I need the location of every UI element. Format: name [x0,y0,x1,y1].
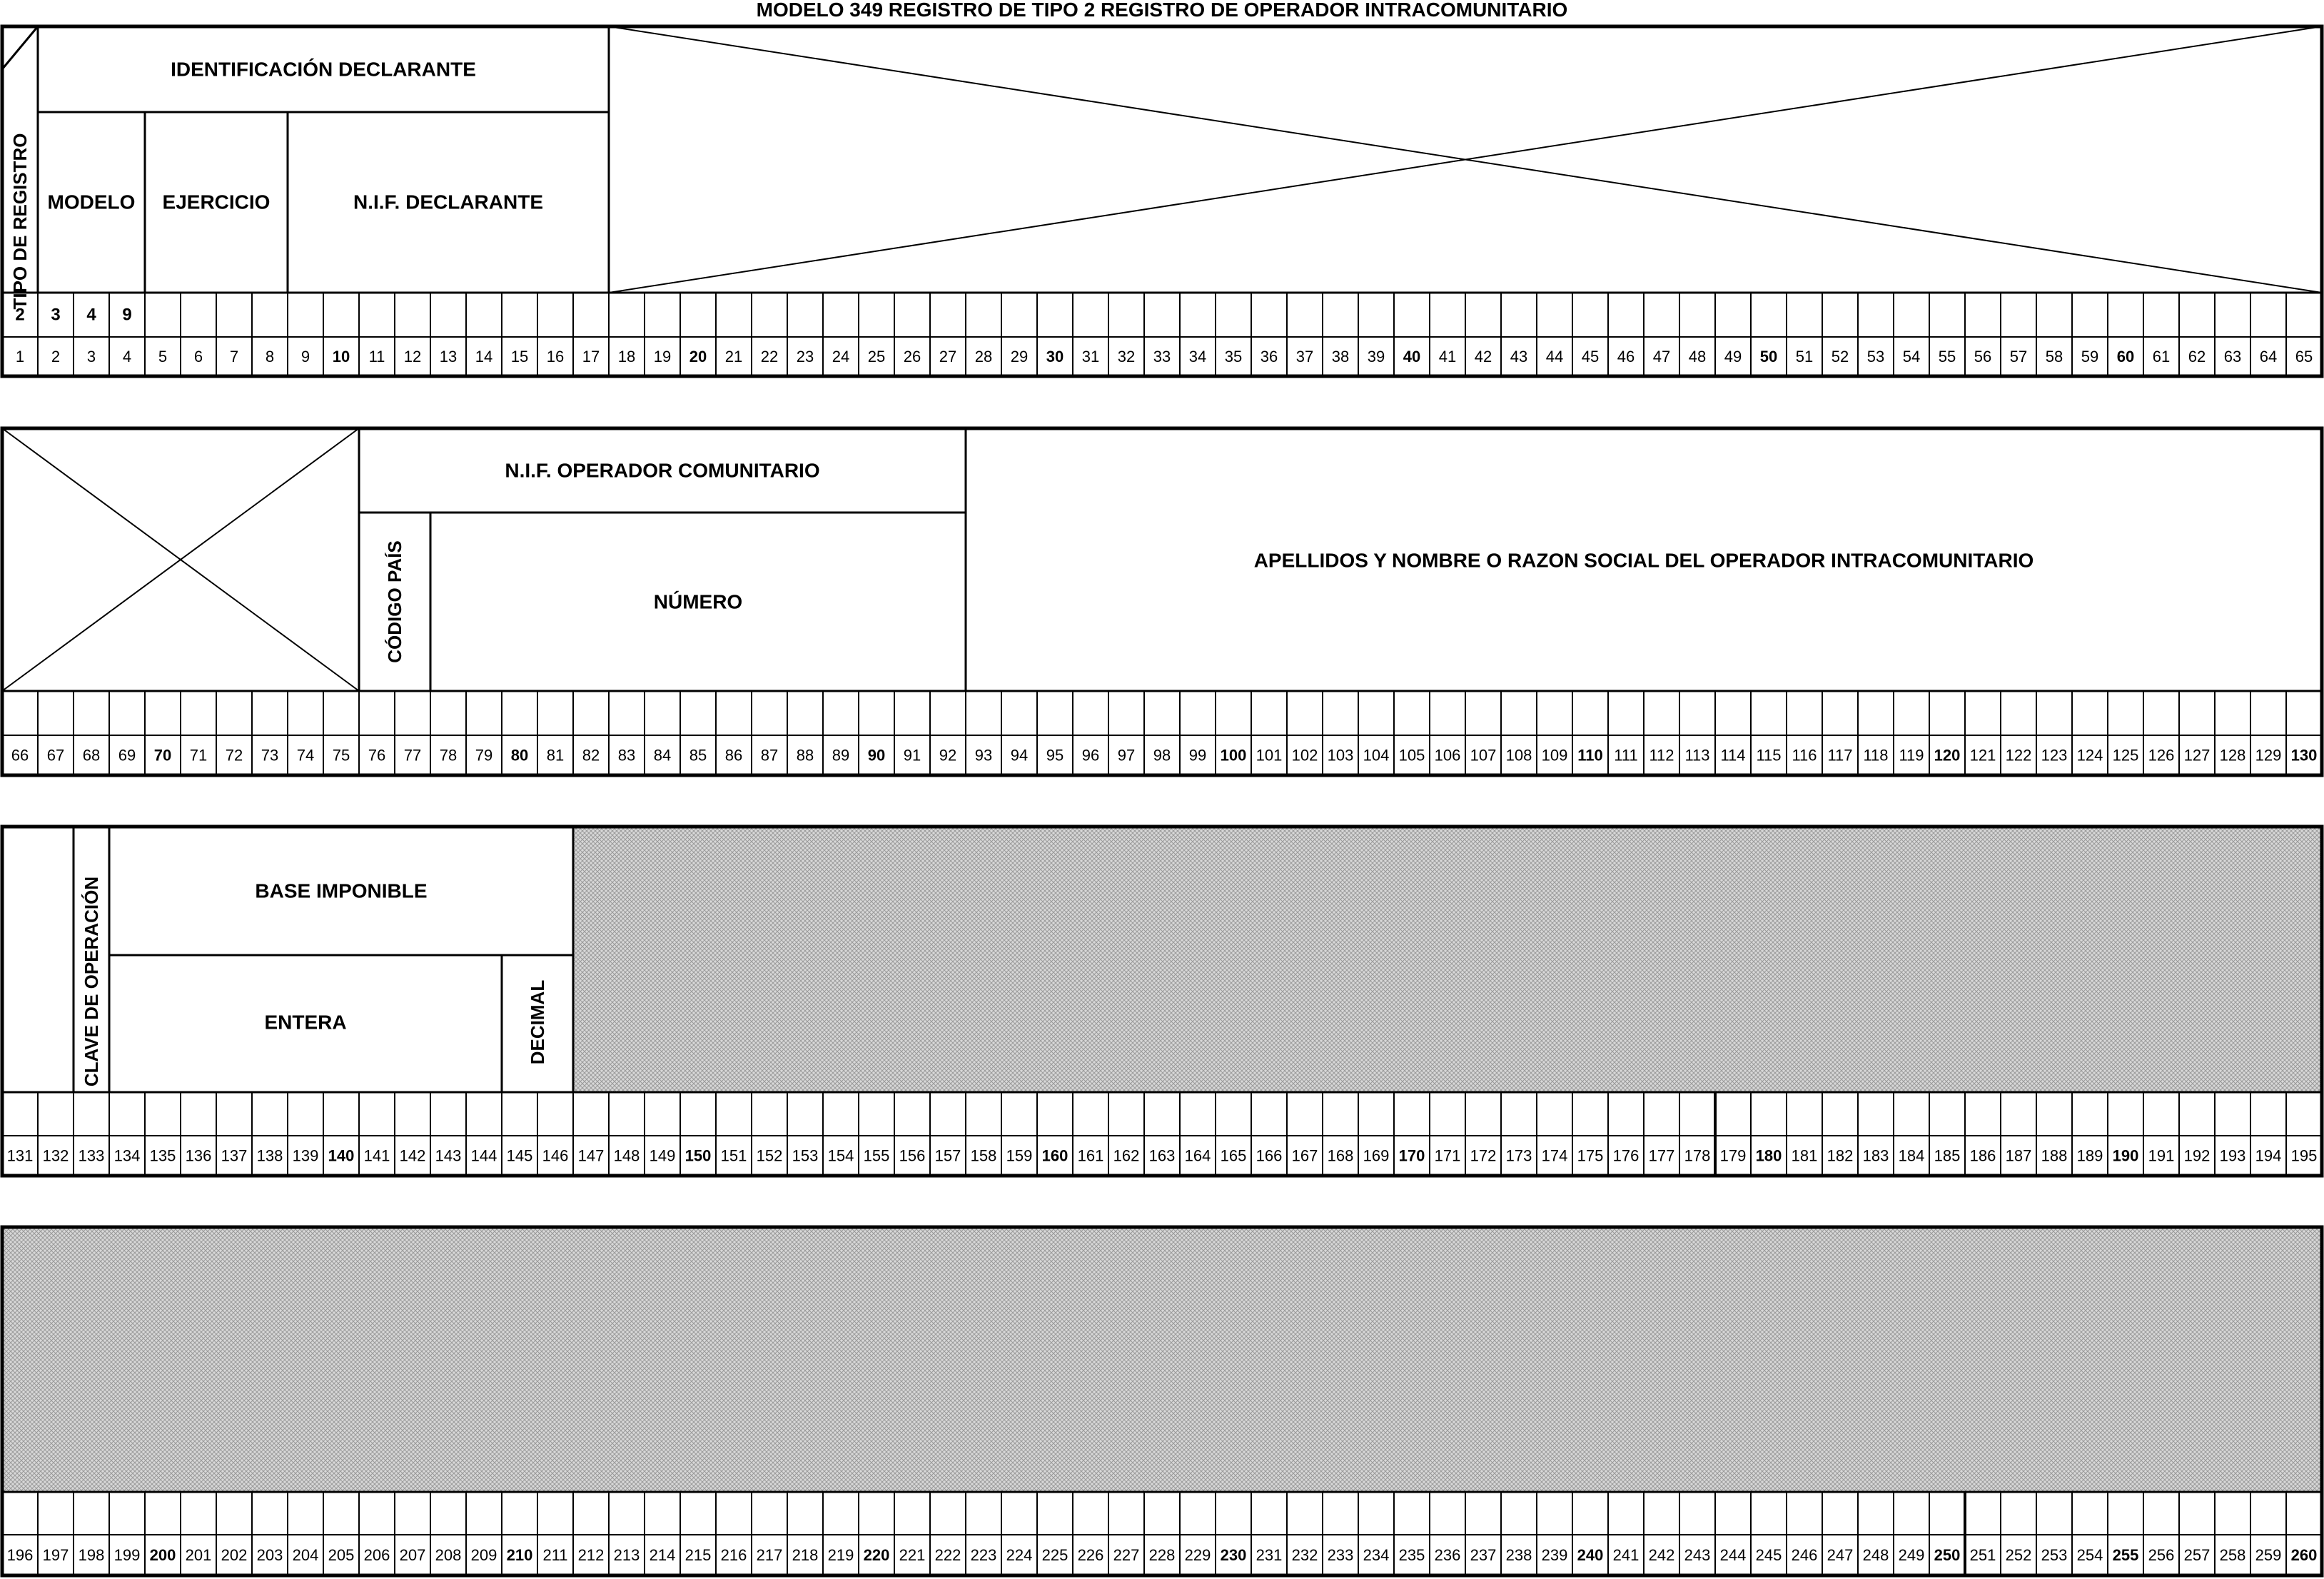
position-number-57: 57 [2009,348,2028,365]
position-number-227: 227 [1113,1546,1140,1564]
position-number-23: 23 [796,348,814,365]
position-number-222: 222 [934,1546,961,1564]
position-number-242: 242 [1648,1546,1675,1564]
label-codigo-pais: CÓDIGO PAÍS [384,540,405,663]
position-number-72: 72 [225,746,243,765]
position-number-136: 136 [185,1146,212,1165]
position-number-96: 96 [1081,746,1100,765]
position-number-11: 11 [368,348,385,365]
position-number-179: 179 [1719,1146,1747,1165]
position-number-174: 174 [1541,1146,1568,1165]
position-number-10: 10 [332,348,350,365]
block2-frame [2,428,2322,775]
position-number-165: 165 [1220,1146,1247,1165]
position-number-115: 115 [1756,746,1782,765]
position-number-166: 166 [1256,1146,1283,1165]
position-number-60: 60 [2116,348,2135,365]
position-number-253: 253 [2041,1546,2068,1564]
position-number-224: 224 [1006,1546,1033,1564]
position-number-157: 157 [934,1146,961,1165]
position-number-164: 164 [1184,1146,1211,1165]
position-number-80: 80 [510,746,529,765]
position-number-239: 239 [1541,1546,1568,1564]
position-number-163: 163 [1148,1146,1176,1165]
position-number-104: 104 [1363,746,1390,765]
position-number-208: 208 [435,1546,462,1564]
position-number-213: 213 [613,1546,640,1564]
position-number-98: 98 [1153,746,1171,765]
position-number-246: 246 [1791,1546,1818,1564]
position-number-191: 191 [2148,1146,2175,1165]
position-number-256: 256 [2148,1546,2175,1564]
position-number-189: 189 [2076,1146,2103,1165]
position-number-69: 69 [118,746,136,765]
position-number-219: 219 [827,1546,854,1564]
position-number-112: 112 [1649,746,1674,765]
position-number-13: 13 [439,348,458,365]
position-number-113: 113 [1684,746,1710,765]
position-number-84: 84 [653,746,672,765]
label-tipo-registro: TIPO DE REGISTRO [9,133,31,310]
position-number-162: 162 [1113,1146,1140,1165]
position-number-161: 161 [1077,1146,1104,1165]
position-number-87: 87 [760,746,779,765]
position-number-35: 35 [1224,348,1243,365]
position-number-176: 176 [1612,1146,1640,1165]
position-number-170: 170 [1398,1146,1425,1165]
position-number-62: 62 [2188,348,2206,365]
position-number-226: 226 [1077,1546,1104,1564]
position-number-185: 185 [1934,1146,1961,1165]
position-number-58: 58 [2045,348,2063,365]
position-number-118: 118 [1863,746,1889,765]
position-number-236: 236 [1434,1546,1461,1564]
position-number-187: 187 [2005,1146,2032,1165]
position-number-184: 184 [1898,1146,1925,1165]
position-number-245: 245 [1755,1546,1782,1564]
position-number-88: 88 [796,746,814,765]
position-number-105: 105 [1398,746,1425,765]
position-number-12: 12 [403,348,422,365]
position-number-229: 229 [1184,1546,1211,1564]
position-number-107: 107 [1470,746,1497,765]
position-number-47: 47 [1652,348,1671,365]
position-number-134: 134 [113,1146,141,1165]
position-number-177: 177 [1648,1146,1675,1165]
position-number-25: 25 [867,348,886,365]
position-number-244: 244 [1719,1546,1747,1564]
position-number-77: 77 [403,746,422,765]
position-number-14: 14 [475,348,493,365]
corner-cut [2,26,38,69]
position-number-94: 94 [1010,746,1029,765]
position-number-223: 223 [970,1546,997,1564]
position-number-19: 19 [653,348,672,365]
position-number-139: 139 [292,1146,319,1165]
position-number-158: 158 [970,1146,997,1165]
position-number-110: 110 [1577,746,1603,765]
position-number-49: 49 [1724,348,1742,365]
position-number-2: 2 [51,348,61,365]
position-number-3: 3 [86,348,96,365]
position-number-146: 146 [542,1146,569,1165]
position-number-200: 200 [149,1546,176,1564]
label-clave-operacion: CLAVE DE OPERACIÓN [81,876,102,1087]
position-number-149: 149 [649,1146,676,1165]
label-nif-operador: N.I.F. OPERADOR COMUNITARIO [505,459,820,482]
position-number-52: 52 [1831,348,1849,365]
position-number-140: 140 [328,1146,355,1165]
position-number-95: 95 [1046,746,1064,765]
label-decimal: DECIMAL [527,979,548,1065]
position-number-103: 103 [1327,746,1354,765]
position-number-31: 31 [1081,348,1100,365]
position-number-131: 131 [6,1146,34,1165]
label-entera: ENTERA [264,1011,347,1034]
position-number-76: 76 [368,746,386,765]
position-number-109: 109 [1541,746,1568,765]
position-number-201: 201 [185,1546,212,1564]
position-number-190: 190 [2112,1146,2139,1165]
position-number-111: 111 [1614,746,1638,765]
position-number-30: 30 [1046,348,1064,365]
position-number-63: 63 [2223,348,2242,365]
position-number-21: 21 [724,348,743,365]
position-number-71: 71 [189,746,208,765]
position-number-93: 93 [974,746,993,765]
position-number-255: 255 [2112,1546,2139,1564]
position-number-209: 209 [470,1546,497,1564]
position-number-215: 215 [684,1546,712,1564]
position-number-160: 160 [1041,1146,1068,1165]
label-ejercicio: EJERCICIO [162,191,271,213]
position-number-108: 108 [1505,746,1532,765]
position-number-100: 100 [1220,746,1247,765]
position-number-39: 39 [1367,348,1385,365]
position-number-67: 67 [46,746,65,765]
position-number-53: 53 [1866,348,1885,365]
position-number-54: 54 [1902,348,1921,365]
position-number-211: 211 [542,1546,568,1564]
position-number-133: 133 [78,1146,105,1165]
label-apellidos: APELLIDOS Y NOMBRE O RAZON SOCIAL DEL OPERADOR INTRACOMUNITARIO [1253,549,2034,572]
position-number-194: 194 [2255,1146,2282,1165]
position-number-251: 251 [1969,1546,1996,1564]
position-number-206: 206 [363,1546,390,1564]
position-number-232: 232 [1291,1546,1318,1564]
position-number-121: 121 [1969,746,1996,765]
position-number-73: 73 [261,746,279,765]
position-number-210: 210 [506,1546,533,1564]
page-title: MODELO 349 REGISTRO DE TIPO 2 REGISTRO DE OPERADOR INTRACOMUNITARIO [756,0,1568,21]
position-number-6: 6 [193,348,203,365]
position-number-116: 116 [1792,746,1817,765]
position-number-82: 82 [582,746,600,765]
position-number-51: 51 [1795,348,1814,365]
position-number-59: 59 [2081,348,2099,365]
position-number-55: 55 [1938,348,1956,365]
position-number-90: 90 [867,746,886,765]
position-number-99: 99 [1188,746,1207,765]
position-number-238: 238 [1505,1546,1532,1564]
position-number-102: 102 [1291,746,1318,765]
position-number-79: 79 [475,746,493,765]
position-number-202: 202 [221,1546,248,1564]
position-number-204: 204 [292,1546,319,1564]
label-modelo: MODELO [47,191,136,213]
position-number-260: 260 [2290,1546,2318,1564]
position-number-120: 120 [1934,746,1961,765]
position-number-218: 218 [792,1546,819,1564]
fixed-value-1: 2 [15,305,25,325]
position-number-186: 186 [1969,1146,1996,1165]
position-number-228: 228 [1148,1546,1176,1564]
position-number-137: 137 [221,1146,248,1165]
position-number-193: 193 [2219,1146,2246,1165]
fixed-value-3: 4 [86,305,96,325]
position-number-220: 220 [863,1546,890,1564]
position-number-8: 8 [265,348,275,365]
position-number-66: 66 [11,746,29,765]
position-number-259: 259 [2255,1546,2282,1564]
position-number-24: 24 [832,348,850,365]
position-number-50: 50 [1759,348,1778,365]
position-number-254: 254 [2076,1546,2103,1564]
position-number-152: 152 [756,1146,783,1165]
position-number-150: 150 [684,1146,712,1165]
position-number-9: 9 [300,348,310,365]
position-number-18: 18 [617,348,636,365]
position-number-22: 22 [760,348,779,365]
position-number-97: 97 [1117,746,1136,765]
position-number-68: 68 [82,746,101,765]
position-number-37: 37 [1295,348,1314,365]
position-number-195: 195 [2290,1146,2318,1165]
position-number-125: 125 [2112,746,2139,765]
position-number-92: 92 [939,746,957,765]
position-number-155: 155 [863,1146,890,1165]
position-number-169: 169 [1363,1146,1390,1165]
label-nif-declarante: N.I.F. DECLARANTE [353,191,543,213]
position-number-181: 181 [1791,1146,1818,1165]
position-number-135: 135 [149,1146,176,1165]
position-number-32: 32 [1117,348,1136,365]
shaded-area [573,827,2322,1092]
position-number-101: 101 [1256,746,1283,765]
position-number-138: 138 [256,1146,283,1165]
position-number-147: 147 [577,1146,605,1165]
position-number-78: 78 [439,746,458,765]
label-numero: NÚMERO [653,590,743,613]
position-number-1: 1 [15,348,25,365]
position-number-250: 250 [1934,1546,1961,1564]
position-number-172: 172 [1470,1146,1497,1165]
position-number-203: 203 [256,1546,283,1564]
position-number-198: 198 [78,1546,105,1564]
position-number-16: 16 [546,348,565,365]
position-number-48: 48 [1688,348,1707,365]
position-number-26: 26 [903,348,921,365]
position-number-217: 217 [756,1546,783,1564]
position-number-65: 65 [2295,348,2313,365]
position-number-64: 64 [2259,348,2278,365]
position-number-252: 252 [2005,1546,2032,1564]
label-identificacion-declarante: IDENTIFICACIÓN DECLARANTE [171,58,476,81]
position-number-188: 188 [2041,1146,2068,1165]
position-number-124: 124 [2076,746,2103,765]
position-number-132: 132 [42,1146,69,1165]
position-number-235: 235 [1398,1546,1425,1564]
position-number-27: 27 [939,348,957,365]
position-number-106: 106 [1434,746,1461,765]
position-number-142: 142 [399,1146,426,1165]
position-number-148: 148 [613,1146,640,1165]
position-number-199: 199 [113,1546,141,1564]
position-number-207: 207 [399,1546,426,1564]
position-number-192: 192 [2183,1146,2211,1165]
position-number-91: 91 [903,746,921,765]
position-number-212: 212 [577,1546,605,1564]
position-number-81: 81 [546,746,565,765]
position-number-122: 122 [2005,746,2032,765]
position-number-143: 143 [435,1146,462,1165]
position-number-248: 248 [1862,1546,1889,1564]
position-number-175: 175 [1577,1146,1604,1165]
position-number-126: 126 [2148,746,2175,765]
position-number-45: 45 [1581,348,1600,365]
position-number-221: 221 [899,1546,926,1564]
position-number-56: 56 [1974,348,1992,365]
position-number-123: 123 [2041,746,2068,765]
position-number-46: 46 [1617,348,1635,365]
position-number-258: 258 [2219,1546,2246,1564]
position-number-85: 85 [689,746,707,765]
position-number-237: 237 [1470,1546,1497,1564]
position-number-34: 34 [1188,348,1207,365]
position-number-29: 29 [1010,348,1029,365]
position-number-70: 70 [153,746,172,765]
position-number-167: 167 [1291,1146,1318,1165]
position-number-156: 156 [899,1146,926,1165]
position-number-41: 41 [1438,348,1457,365]
position-number-28: 28 [974,348,993,365]
position-number-20: 20 [689,348,707,365]
position-number-38: 38 [1331,348,1350,365]
position-number-145: 145 [506,1146,533,1165]
position-number-86: 86 [724,746,743,765]
position-number-240: 240 [1577,1546,1604,1564]
position-number-130: 130 [2290,746,2318,765]
position-number-243: 243 [1684,1546,1711,1564]
position-number-168: 168 [1327,1146,1354,1165]
position-number-128: 128 [2219,746,2246,765]
position-number-144: 144 [470,1146,497,1165]
position-number-183: 183 [1862,1146,1889,1165]
position-number-257: 257 [2183,1546,2211,1564]
position-number-173: 173 [1505,1146,1532,1165]
position-number-231: 231 [1256,1546,1283,1564]
position-number-241: 241 [1612,1546,1640,1564]
position-number-171: 171 [1434,1146,1461,1165]
position-number-4: 4 [122,348,132,365]
fixed-value-4: 9 [122,305,132,325]
position-number-154: 154 [827,1146,854,1165]
position-number-129: 129 [2255,746,2282,765]
position-number-178: 178 [1684,1146,1711,1165]
position-number-43: 43 [1510,348,1528,365]
fixed-value-2: 3 [51,305,61,325]
position-number-83: 83 [617,746,636,765]
position-number-127: 127 [2183,746,2211,765]
position-number-234: 234 [1363,1546,1390,1564]
position-number-17: 17 [582,348,600,365]
position-number-33: 33 [1153,348,1171,365]
label-base-imponible: BASE IMPONIBLE [255,879,428,902]
position-number-225: 225 [1041,1546,1068,1564]
position-number-197: 197 [42,1546,69,1564]
position-number-44: 44 [1545,348,1564,365]
position-number-247: 247 [1827,1546,1854,1564]
position-number-42: 42 [1474,348,1492,365]
position-number-249: 249 [1898,1546,1925,1564]
shaded-area [2,1227,2322,1492]
position-number-114: 114 [1720,746,1746,765]
position-number-117: 117 [1827,746,1853,765]
position-number-61: 61 [2152,348,2171,365]
position-number-159: 159 [1006,1146,1033,1165]
position-number-74: 74 [296,746,315,765]
position-number-119: 119 [1899,746,1924,765]
position-number-36: 36 [1260,348,1278,365]
position-number-214: 214 [649,1546,676,1564]
position-number-7: 7 [229,348,239,365]
position-number-151: 151 [720,1146,747,1165]
position-number-40: 40 [1403,348,1421,365]
position-number-15: 15 [510,348,529,365]
position-number-5: 5 [158,348,168,365]
position-number-196: 196 [6,1546,34,1564]
position-number-182: 182 [1827,1146,1854,1165]
position-number-230: 230 [1220,1546,1247,1564]
position-number-75: 75 [332,746,350,765]
position-number-153: 153 [792,1146,819,1165]
position-number-89: 89 [832,746,850,765]
position-number-141: 141 [363,1146,390,1165]
position-number-180: 180 [1755,1146,1782,1165]
position-number-205: 205 [328,1546,355,1564]
position-number-216: 216 [720,1546,747,1564]
position-number-233: 233 [1327,1546,1354,1564]
